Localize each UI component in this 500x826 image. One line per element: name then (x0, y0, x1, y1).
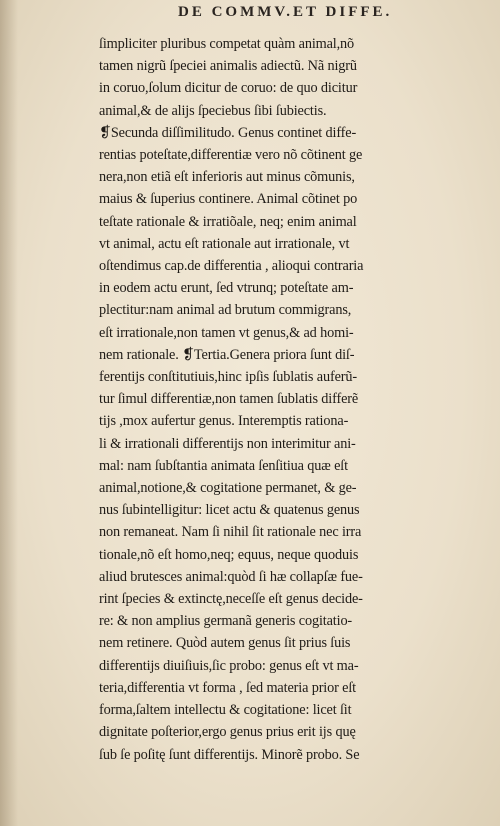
text-line: plectitur:nam animal ad brutum commigrans, (99, 302, 352, 319)
text-line: li & irrationali differentijs non interimitur ani- (99, 435, 356, 452)
text-line: eſt irrationale,non tamen vt genus,& ad homi- (99, 324, 354, 341)
text-line: oſtendimus cap.de differentia , alioqui contraria (99, 258, 364, 275)
text-line: maius & ſuperius continere. Animal cõtinet po (99, 191, 358, 208)
text-line: forma,ſaltem intellectu & cogitatione: licet ſit (99, 702, 352, 719)
text-line: tamen nigrũ ſpeciei animalis adiectũ. Nã nigrũ (99, 58, 357, 75)
running-head: DE COMMV.ET DIFFE. (178, 4, 393, 20)
text-line: nem retinere. Quòd autem genus ſit prius ſuis (99, 635, 351, 652)
text-line: animal,notione,& cogitatione permanet, & ge- (99, 480, 357, 497)
text-line: tijs ,mox aufertur genus. Interemptis rationa- (99, 413, 349, 430)
text-line: re: & non amplius germanã generis cogitatio- (99, 613, 353, 630)
text-line: nus ſubintelligitur: licet actu & quatenus genus (99, 502, 360, 519)
text-line: ferentijs conſtitutiuis,hinc ipſis ſublatis auferũ- (99, 369, 357, 386)
text-line: differentijs diuiſiuis,ſic probo: genus eſt vt ma- (99, 657, 359, 674)
text-line: tur ſimul differentiæ,non tamen ſublatis differẽ (99, 391, 359, 408)
text-line: dignitate poſterior,ergo genus prius erit ijs quę (99, 724, 356, 741)
text-line: aliud brutesces animal:quòd ſi hæ collapſæ fue- (99, 568, 363, 585)
text-line: teria,differentia vt forma , ſed materia prior eſt (99, 679, 357, 696)
text-line: tionale,nõ eſt homo,neq; equus, neque quoduis (99, 546, 359, 563)
text-line: teſtate rationale & irratiõale, neq; enim animal (99, 213, 357, 230)
text-line: rentias poteſtate,differentiæ vero nõ cõtinent ge (99, 147, 363, 164)
text-line: rint ſpecies & extinctę,neceſſe eſt genus decide- (99, 591, 363, 608)
text-line: vt animal, actu eſt rationale aut irrationale, vt (99, 235, 350, 252)
text-line: non remaneat. Nam ſi nihil ſit rationale nec irra (99, 524, 362, 541)
text-line: ſimpliciter pluribus competat quàm animal,nõ (99, 36, 355, 52)
text-line: in coruo,ſolum dicitur de coruo: de quo dicitur (99, 80, 358, 97)
text-line: mal: nam ſubſtantia animata ſenſitiua quæ eſt (99, 457, 348, 474)
text-line: ſub ſe poſitę ſunt differentijs. Minorẽ probo. Se (99, 746, 360, 763)
text-line: nera,non etiã eſt inferioris aut minus cõmunis, (99, 169, 355, 186)
text-line: ❡Secunda diſſimilitudo. Genus continet diffe- (99, 124, 357, 141)
gutter-shadow (0, 0, 18, 826)
body-text (99, 33, 463, 766)
text-line: nem rationale. ❡Tertia.Genera priora ſunt diſ- (99, 346, 355, 363)
text-line: in eodem actu erunt, ſed vtrunq; poteſtate am- (99, 280, 354, 297)
text-line: animal,& de alijs ſpeciebus ſibi ſubiectis. (99, 102, 327, 119)
